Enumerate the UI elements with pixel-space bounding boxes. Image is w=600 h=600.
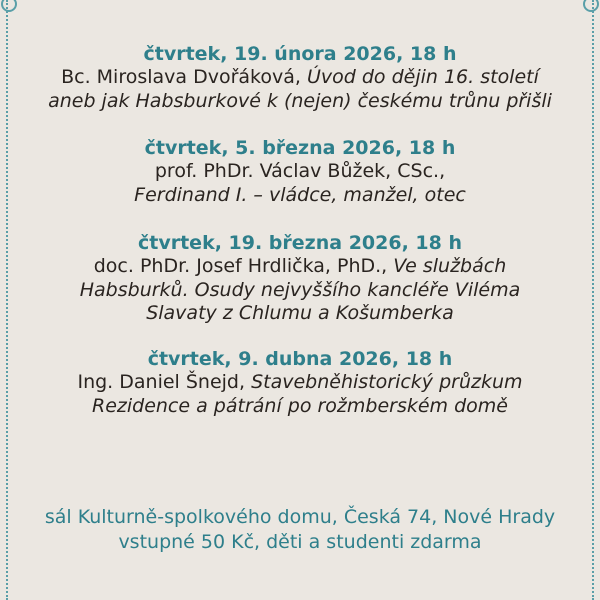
event-speaker-title — [0, 66, 600, 90]
event-speaker: Ing. Daniel Šnejd, — [77, 371, 252, 393]
event-date: čtvrtek, 5. března 2026, 18 h — [144, 137, 456, 159]
event-date: čtvrtek, 9. dubna 2026, 18 h — [147, 348, 453, 370]
event-date: čtvrtek, 19. března 2026, 18 h — [138, 232, 462, 254]
venue-admission: vstupné 50 Kč, děti a studenti zdarma — [118, 531, 482, 553]
event-speaker: doc. PhDr. Josef Hrdlička, PhD., — [93, 255, 394, 277]
event-speaker: Bc. Miroslava Dvořáková, — [61, 66, 307, 88]
event-2 — [0, 136, 600, 207]
event-4 — [0, 347, 600, 418]
event-date: čtvrtek, 19. února 2026, 18 h — [143, 43, 457, 65]
event-title: Stavebněhistorický průzkum — [251, 371, 523, 393]
event-title: Ve službách — [393, 255, 507, 277]
event-speaker-title — [0, 255, 600, 279]
event-3 — [0, 231, 600, 326]
event-title-continued: Slavaty z Chlumu a Košumberka — [146, 302, 454, 324]
event-speaker: prof. PhDr. Václav Bůžek, CSc., — [154, 160, 446, 182]
event-title-continued: Rezidence a pátrání po rožmberském domě — [92, 394, 508, 417]
event-title-continued: Habsburků. Osudy nejvyššího kancléře Viléma — [79, 278, 521, 301]
venue-info — [0, 505, 600, 555]
event-title: Ferdinand I. – vládce, manžel, otec — [134, 183, 466, 206]
event-title-continued: aneb jak Habsburkové k (nejen) českému trůnu přišli — [48, 89, 552, 112]
venue-address: sál Kulturně-spolkového domu, Česká 74, Nové Hrady — [44, 506, 556, 528]
left-ornament-icon — [1, 0, 17, 12]
event-speaker-title — [0, 371, 600, 395]
right-ornament-icon — [583, 0, 599, 12]
event-title: Úvod do dějin 16. století — [306, 66, 539, 88]
event-1 — [0, 42, 600, 113]
